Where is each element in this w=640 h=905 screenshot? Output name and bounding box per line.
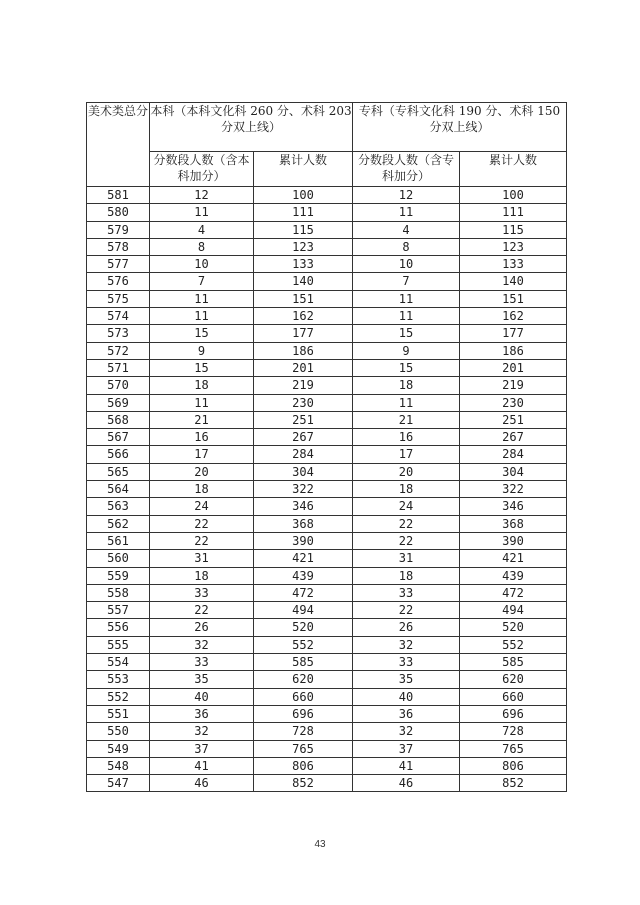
benke-segment-cell: 33 bbox=[150, 654, 254, 671]
score-cell: 553 bbox=[87, 671, 150, 688]
benke-segment-cell: 24 bbox=[150, 498, 254, 515]
benke-cumulative-cell: 520 bbox=[254, 619, 353, 636]
benke-cumulative-cell: 133 bbox=[254, 256, 353, 273]
score-cell: 571 bbox=[87, 359, 150, 376]
table-row bbox=[87, 325, 567, 342]
benke-cumulative-cell: 439 bbox=[254, 567, 353, 584]
zhuanke-cumulative-cell: 696 bbox=[460, 705, 567, 722]
table-row bbox=[87, 446, 567, 463]
score-cell: 555 bbox=[87, 636, 150, 653]
benke-segment-cell: 41 bbox=[150, 757, 254, 774]
benke-segment-cell: 9 bbox=[150, 342, 254, 359]
benke-segment-cell: 18 bbox=[150, 567, 254, 584]
benke-cumulative-cell: 494 bbox=[254, 602, 353, 619]
zhuanke-cumulative-cell: 304 bbox=[460, 463, 567, 480]
benke-segment-cell: 11 bbox=[150, 290, 254, 307]
score-cell: 547 bbox=[87, 775, 150, 792]
table-row bbox=[87, 308, 567, 325]
zhuanke-segment-cell: 9 bbox=[353, 342, 460, 359]
table-row bbox=[87, 757, 567, 774]
benke-cumulative-cell: 765 bbox=[254, 740, 353, 757]
zhuanke-segment-cell: 22 bbox=[353, 602, 460, 619]
benke-segment-cell: 8 bbox=[150, 238, 254, 255]
zhuanke-cumulative-cell: 322 bbox=[460, 481, 567, 498]
zhuanke-cumulative-cell: 368 bbox=[460, 515, 567, 532]
score-cell: 574 bbox=[87, 308, 150, 325]
benke-cumulative-cell: 660 bbox=[254, 688, 353, 705]
benke-cumulative-cell: 115 bbox=[254, 221, 353, 238]
benke-segment-cell: 31 bbox=[150, 550, 254, 567]
score-cell: 565 bbox=[87, 463, 150, 480]
benke-segment-cell: 20 bbox=[150, 463, 254, 480]
score-cell: 567 bbox=[87, 429, 150, 446]
benke-cumulative-cell: 162 bbox=[254, 308, 353, 325]
benke-segment-cell: 15 bbox=[150, 325, 254, 342]
benke-cumulative-cell: 620 bbox=[254, 671, 353, 688]
score-cell: 556 bbox=[87, 619, 150, 636]
benke-cumulative-cell: 201 bbox=[254, 359, 353, 376]
benke-cumulative-cell: 100 bbox=[254, 187, 353, 204]
score-cell: 548 bbox=[87, 757, 150, 774]
zhuanke-cumulative-cell: 852 bbox=[460, 775, 567, 792]
table-row bbox=[87, 377, 567, 394]
benke-segment-cell: 22 bbox=[150, 532, 254, 549]
zhuanke-cumulative-cell: 100 bbox=[460, 187, 567, 204]
table-row bbox=[87, 359, 567, 376]
table-row bbox=[87, 654, 567, 671]
zhuanke-cumulative-cell: 520 bbox=[460, 619, 567, 636]
score-cell: 564 bbox=[87, 481, 150, 498]
zhuanke-cumulative-cell: 660 bbox=[460, 688, 567, 705]
zhuanke-cumulative-cell: 765 bbox=[460, 740, 567, 757]
zhuanke-cumulative-cell: 552 bbox=[460, 636, 567, 653]
zhuanke-cumulative-cell: 123 bbox=[460, 238, 567, 255]
benke-segment-cell: 11 bbox=[150, 204, 254, 221]
table-row bbox=[87, 775, 567, 792]
table-row bbox=[87, 187, 567, 204]
zhuanke-segment-cell: 32 bbox=[353, 636, 460, 653]
table-row bbox=[87, 481, 567, 498]
benke-segment-cell: 22 bbox=[150, 515, 254, 532]
zhuanke-segment-cell: 18 bbox=[353, 567, 460, 584]
zhuanke-cumulative-cell: 346 bbox=[460, 498, 567, 515]
table-row bbox=[87, 429, 567, 446]
table-row bbox=[87, 273, 567, 290]
table-row bbox=[87, 550, 567, 567]
zhuanke-cumulative-cell: 284 bbox=[460, 446, 567, 463]
benke-cumulative-cell: 368 bbox=[254, 515, 353, 532]
table-row bbox=[87, 671, 567, 688]
score-cell: 554 bbox=[87, 654, 150, 671]
header-zhuanke-group: 专科（专科文化科 190 分、术科 150 分双上线） bbox=[353, 103, 567, 152]
benke-cumulative-cell: 390 bbox=[254, 532, 353, 549]
table-row bbox=[87, 567, 567, 584]
zhuanke-cumulative-cell: 230 bbox=[460, 394, 567, 411]
zhuanke-segment-cell: 12 bbox=[353, 187, 460, 204]
zhuanke-cumulative-cell: 151 bbox=[460, 290, 567, 307]
zhuanke-segment-cell: 22 bbox=[353, 532, 460, 549]
zhuanke-cumulative-cell: 439 bbox=[460, 567, 567, 584]
benke-cumulative-cell: 177 bbox=[254, 325, 353, 342]
benke-cumulative-cell: 186 bbox=[254, 342, 353, 359]
benke-cumulative-cell: 251 bbox=[254, 411, 353, 428]
table-row bbox=[87, 636, 567, 653]
zhuanke-segment-cell: 46 bbox=[353, 775, 460, 792]
benke-segment-cell: 18 bbox=[150, 377, 254, 394]
score-cell: 572 bbox=[87, 342, 150, 359]
benke-cumulative-cell: 304 bbox=[254, 463, 353, 480]
zhuanke-cumulative-cell: 140 bbox=[460, 273, 567, 290]
zhuanke-cumulative-cell: 115 bbox=[460, 221, 567, 238]
table-row bbox=[87, 619, 567, 636]
table-row bbox=[87, 411, 567, 428]
score-cell: 558 bbox=[87, 584, 150, 601]
table-row bbox=[87, 204, 567, 221]
zhuanke-cumulative-cell: 201 bbox=[460, 359, 567, 376]
zhuanke-segment-cell: 36 bbox=[353, 705, 460, 722]
score-cell: 550 bbox=[87, 723, 150, 740]
zhuanke-cumulative-cell: 177 bbox=[460, 325, 567, 342]
zhuanke-cumulative-cell: 162 bbox=[460, 308, 567, 325]
zhuanke-segment-cell: 18 bbox=[353, 377, 460, 394]
benke-segment-cell: 46 bbox=[150, 775, 254, 792]
table-row bbox=[87, 723, 567, 740]
benke-segment-cell: 15 bbox=[150, 359, 254, 376]
benke-segment-cell: 16 bbox=[150, 429, 254, 446]
benke-cumulative-cell: 472 bbox=[254, 584, 353, 601]
header-total-score: 美术类总分 bbox=[87, 103, 150, 187]
zhuanke-cumulative-cell: 494 bbox=[460, 602, 567, 619]
benke-segment-cell: 37 bbox=[150, 740, 254, 757]
table-body bbox=[87, 187, 567, 792]
score-cell: 578 bbox=[87, 238, 150, 255]
zhuanke-segment-cell: 35 bbox=[353, 671, 460, 688]
table-row bbox=[87, 740, 567, 757]
zhuanke-segment-cell: 24 bbox=[353, 498, 460, 515]
zhuanke-segment-cell: 41 bbox=[353, 757, 460, 774]
benke-segment-cell: 40 bbox=[150, 688, 254, 705]
zhuanke-segment-cell: 4 bbox=[353, 221, 460, 238]
zhuanke-cumulative-cell: 390 bbox=[460, 532, 567, 549]
table-row bbox=[87, 290, 567, 307]
benke-segment-cell: 36 bbox=[150, 705, 254, 722]
table-row bbox=[87, 532, 567, 549]
score-cell: 561 bbox=[87, 532, 150, 549]
table-row bbox=[87, 221, 567, 238]
header-benke-cumulative: 累计人数 bbox=[254, 152, 353, 187]
benke-cumulative-cell: 151 bbox=[254, 290, 353, 307]
score-cell: 576 bbox=[87, 273, 150, 290]
header-benke-segment: 分数段人数（含本科加分） bbox=[150, 152, 254, 187]
zhuanke-segment-cell: 11 bbox=[353, 204, 460, 221]
zhuanke-segment-cell: 31 bbox=[353, 550, 460, 567]
zhuanke-cumulative-cell: 806 bbox=[460, 757, 567, 774]
score-cell: 581 bbox=[87, 187, 150, 204]
score-cell: 563 bbox=[87, 498, 150, 515]
zhuanke-cumulative-cell: 251 bbox=[460, 411, 567, 428]
table-row bbox=[87, 342, 567, 359]
benke-cumulative-cell: 140 bbox=[254, 273, 353, 290]
header-zhuanke-cumulative: 累计人数 bbox=[460, 152, 567, 187]
score-cell: 580 bbox=[87, 204, 150, 221]
zhuanke-cumulative-cell: 421 bbox=[460, 550, 567, 567]
score-cell: 579 bbox=[87, 221, 150, 238]
zhuanke-segment-cell: 11 bbox=[353, 290, 460, 307]
benke-segment-cell: 11 bbox=[150, 308, 254, 325]
benke-segment-cell: 11 bbox=[150, 394, 254, 411]
benke-cumulative-cell: 219 bbox=[254, 377, 353, 394]
table-row bbox=[87, 584, 567, 601]
benke-segment-cell: 7 bbox=[150, 273, 254, 290]
benke-segment-cell: 12 bbox=[150, 187, 254, 204]
benke-segment-cell: 32 bbox=[150, 636, 254, 653]
zhuanke-cumulative-cell: 219 bbox=[460, 377, 567, 394]
benke-cumulative-cell: 696 bbox=[254, 705, 353, 722]
score-cell: 549 bbox=[87, 740, 150, 757]
benke-segment-cell: 22 bbox=[150, 602, 254, 619]
benke-segment-cell: 18 bbox=[150, 481, 254, 498]
zhuanke-cumulative-cell: 728 bbox=[460, 723, 567, 740]
zhuanke-segment-cell: 10 bbox=[353, 256, 460, 273]
benke-segment-cell: 21 bbox=[150, 411, 254, 428]
benke-segment-cell: 33 bbox=[150, 584, 254, 601]
zhuanke-segment-cell: 40 bbox=[353, 688, 460, 705]
zhuanke-cumulative-cell: 620 bbox=[460, 671, 567, 688]
benke-segment-cell: 10 bbox=[150, 256, 254, 273]
benke-cumulative-cell: 728 bbox=[254, 723, 353, 740]
benke-cumulative-cell: 852 bbox=[254, 775, 353, 792]
zhuanke-segment-cell: 17 bbox=[353, 446, 460, 463]
zhuanke-segment-cell: 15 bbox=[353, 325, 460, 342]
table-row bbox=[87, 602, 567, 619]
score-cell: 562 bbox=[87, 515, 150, 532]
benke-cumulative-cell: 230 bbox=[254, 394, 353, 411]
table-row bbox=[87, 256, 567, 273]
benke-cumulative-cell: 111 bbox=[254, 204, 353, 221]
score-cell: 573 bbox=[87, 325, 150, 342]
score-cell: 560 bbox=[87, 550, 150, 567]
zhuanke-cumulative-cell: 585 bbox=[460, 654, 567, 671]
zhuanke-cumulative-cell: 472 bbox=[460, 584, 567, 601]
benke-cumulative-cell: 284 bbox=[254, 446, 353, 463]
score-cell: 575 bbox=[87, 290, 150, 307]
zhuanke-segment-cell: 33 bbox=[353, 654, 460, 671]
score-cell: 569 bbox=[87, 394, 150, 411]
benke-cumulative-cell: 267 bbox=[254, 429, 353, 446]
table-row bbox=[87, 394, 567, 411]
score-cell: 559 bbox=[87, 567, 150, 584]
score-cell: 552 bbox=[87, 688, 150, 705]
benke-cumulative-cell: 346 bbox=[254, 498, 353, 515]
benke-cumulative-cell: 123 bbox=[254, 238, 353, 255]
header-benke-group: 本科（本科文化科 260 分、术科 203 分双上线） bbox=[150, 103, 353, 152]
benke-segment-cell: 17 bbox=[150, 446, 254, 463]
page-number: 43 bbox=[314, 839, 326, 850]
zhuanke-segment-cell: 7 bbox=[353, 273, 460, 290]
score-cell: 570 bbox=[87, 377, 150, 394]
table-row bbox=[87, 688, 567, 705]
score-cell: 551 bbox=[87, 705, 150, 722]
benke-cumulative-cell: 552 bbox=[254, 636, 353, 653]
zhuanke-segment-cell: 15 bbox=[353, 359, 460, 376]
zhuanke-segment-cell: 21 bbox=[353, 411, 460, 428]
zhuanke-segment-cell: 37 bbox=[353, 740, 460, 757]
benke-cumulative-cell: 585 bbox=[254, 654, 353, 671]
zhuanke-cumulative-cell: 111 bbox=[460, 204, 567, 221]
table-row bbox=[87, 515, 567, 532]
score-distribution-table bbox=[86, 102, 567, 792]
benke-segment-cell: 4 bbox=[150, 221, 254, 238]
benke-cumulative-cell: 322 bbox=[254, 481, 353, 498]
benke-segment-cell: 35 bbox=[150, 671, 254, 688]
zhuanke-segment-cell: 22 bbox=[353, 515, 460, 532]
score-cell: 557 bbox=[87, 602, 150, 619]
table-row bbox=[87, 705, 567, 722]
benke-cumulative-cell: 421 bbox=[254, 550, 353, 567]
zhuanke-segment-cell: 33 bbox=[353, 584, 460, 601]
zhuanke-segment-cell: 11 bbox=[353, 394, 460, 411]
header-zhuanke-segment: 分数段人数（含专科加分） bbox=[353, 152, 460, 187]
zhuanke-cumulative-cell: 186 bbox=[460, 342, 567, 359]
table-row bbox=[87, 238, 567, 255]
zhuanke-segment-cell: 11 bbox=[353, 308, 460, 325]
zhuanke-segment-cell: 16 bbox=[353, 429, 460, 446]
zhuanke-segment-cell: 18 bbox=[353, 481, 460, 498]
table-row bbox=[87, 463, 567, 480]
zhuanke-segment-cell: 8 bbox=[353, 238, 460, 255]
table-row bbox=[87, 498, 567, 515]
zhuanke-segment-cell: 20 bbox=[353, 463, 460, 480]
score-cell: 566 bbox=[87, 446, 150, 463]
benke-segment-cell: 32 bbox=[150, 723, 254, 740]
zhuanke-segment-cell: 26 bbox=[353, 619, 460, 636]
benke-segment-cell: 26 bbox=[150, 619, 254, 636]
benke-cumulative-cell: 806 bbox=[254, 757, 353, 774]
zhuanke-cumulative-cell: 267 bbox=[460, 429, 567, 446]
score-cell: 568 bbox=[87, 411, 150, 428]
zhuanke-cumulative-cell: 133 bbox=[460, 256, 567, 273]
zhuanke-segment-cell: 32 bbox=[353, 723, 460, 740]
score-cell: 577 bbox=[87, 256, 150, 273]
